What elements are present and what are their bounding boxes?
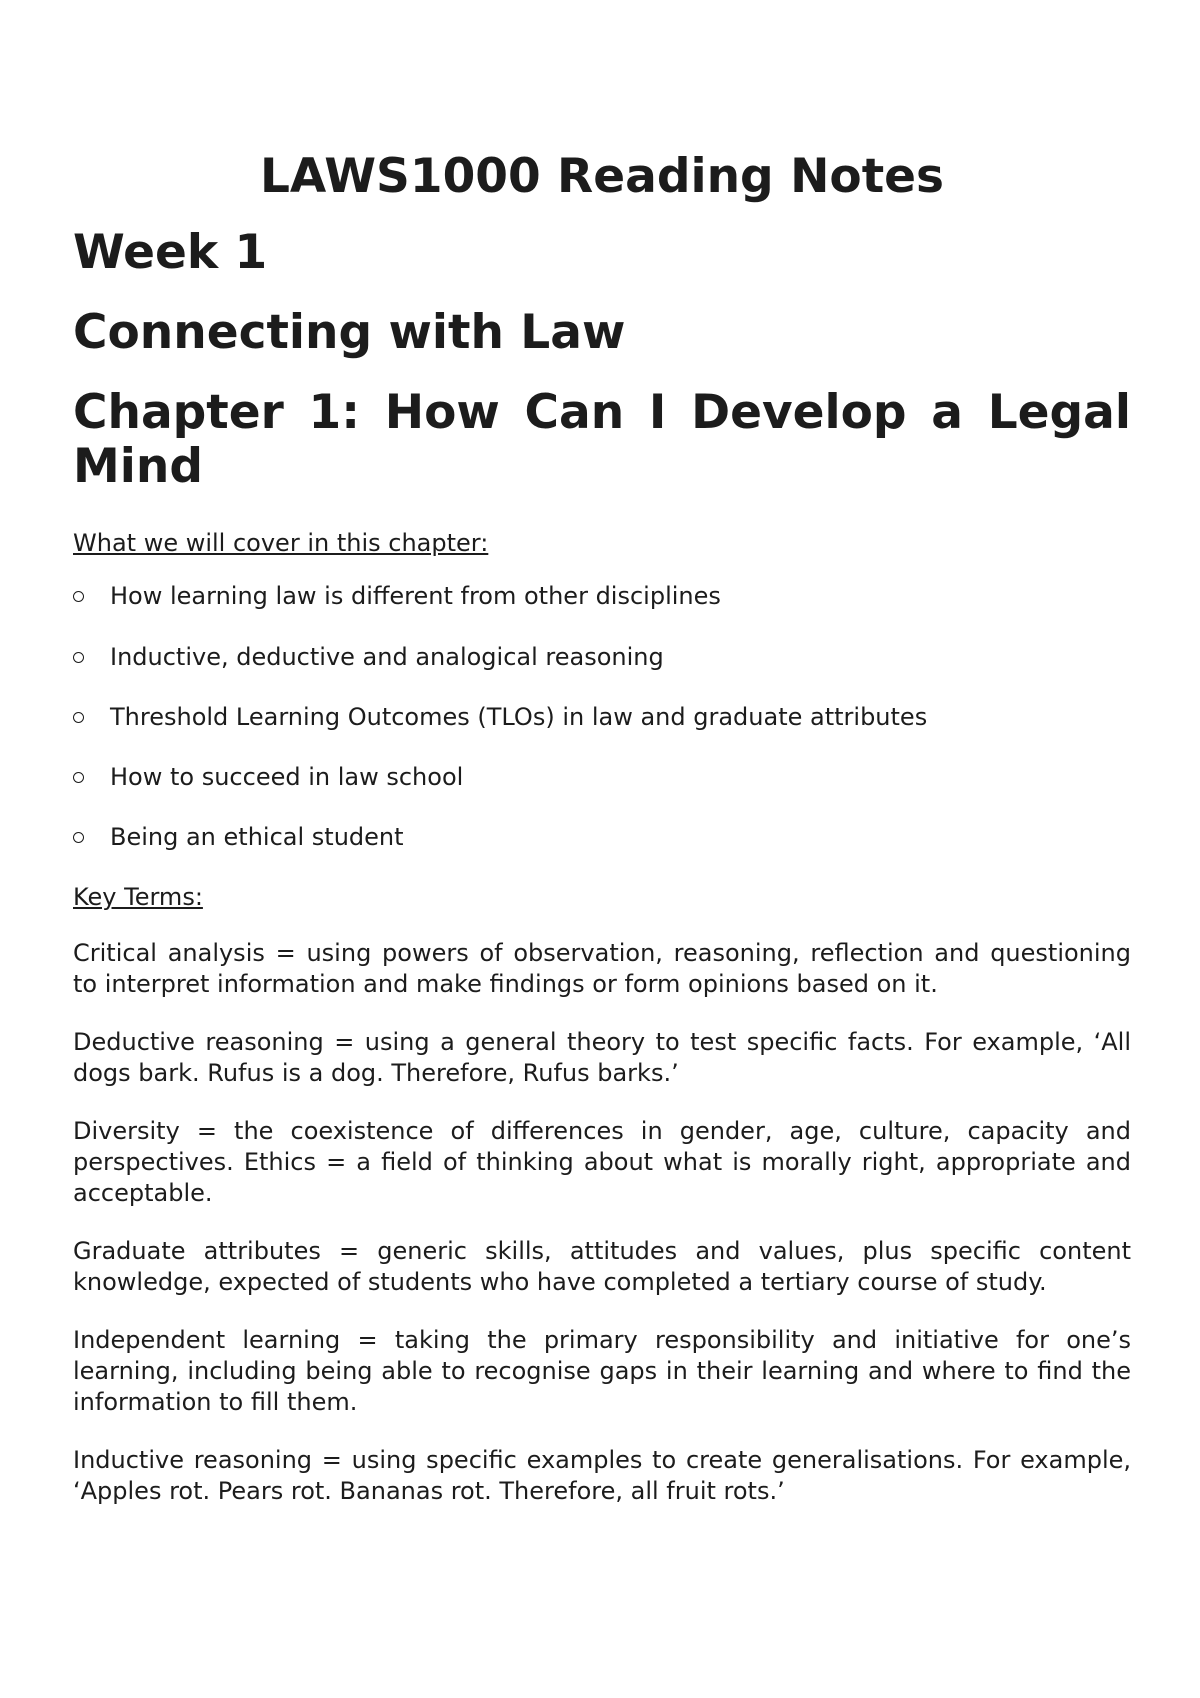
key-terms-label: Key Terms: <box>73 883 203 912</box>
key-term-paragraph: Critical analysis = using powers of observation, reasoning, reflection and questioning to interpret information and make findings or form opinions based on it. <box>73 938 1131 998</box>
list-item <box>73 762 1131 793</box>
cover-section-label: What we will cover in this chapter: <box>73 529 489 558</box>
list-item-text: How to succeed in law school <box>110 762 464 791</box>
list-item-text: Being an ethical student <box>110 823 404 852</box>
circle-bullet-icon <box>73 712 84 723</box>
week-heading: Week 1 <box>73 225 268 281</box>
circle-bullet-icon <box>73 832 84 843</box>
circle-bullet-icon <box>73 772 84 783</box>
key-term-paragraph: Diversity = the coexistence of differences in gender, age, culture, capacity and perspectives. Ethics = a field of thinking about what is morally right, appropriate and acceptable. <box>73 1116 1131 1207</box>
list-item <box>73 581 1131 612</box>
list-item-text: Threshold Learning Outcomes (TLOs) in law and graduate attributes <box>110 702 928 731</box>
cover-list <box>73 581 1131 853</box>
key-term-paragraph: Independent learning = taking the primary responsibility and initiative for one’s learning, including being able to recognise gaps in their learning and where to find the information to fill them. <box>73 1325 1131 1416</box>
key-term-paragraph: Inductive reasoning = using specific examples to create generalisations. For example, ‘Apples rot. Pears rot. Bananas rot. Therefore, all fruit rots.’ <box>73 1445 1131 1505</box>
list-item <box>73 702 1131 733</box>
document-page <box>73 150 1131 1534</box>
list-item-text: How learning law is different from other disciplines <box>110 582 721 611</box>
document-title: LAWS1000 Reading Notes <box>259 149 945 204</box>
topic-heading: Connecting with Law <box>73 305 626 361</box>
key-term-paragraph: Graduate attributes = generic skills, attitudes and values, plus specific content knowledge, expected of students who have completed a tertiary course of study. <box>73 1236 1131 1296</box>
list-item <box>73 642 1131 673</box>
list-item-text: Inductive, deductive and analogical reasoning <box>110 642 664 671</box>
circle-bullet-icon <box>73 591 84 602</box>
chapter-heading: Chapter 1: How Can I Develop a Legal Mind <box>73 385 1131 495</box>
key-term-paragraph: Deductive reasoning = using a general theory to test specific facts. For example, ‘All dogs bark. Rufus is a dog. Therefore, Rufus barks.’ <box>73 1027 1131 1087</box>
circle-bullet-icon <box>73 652 84 663</box>
list-item <box>73 822 1131 853</box>
